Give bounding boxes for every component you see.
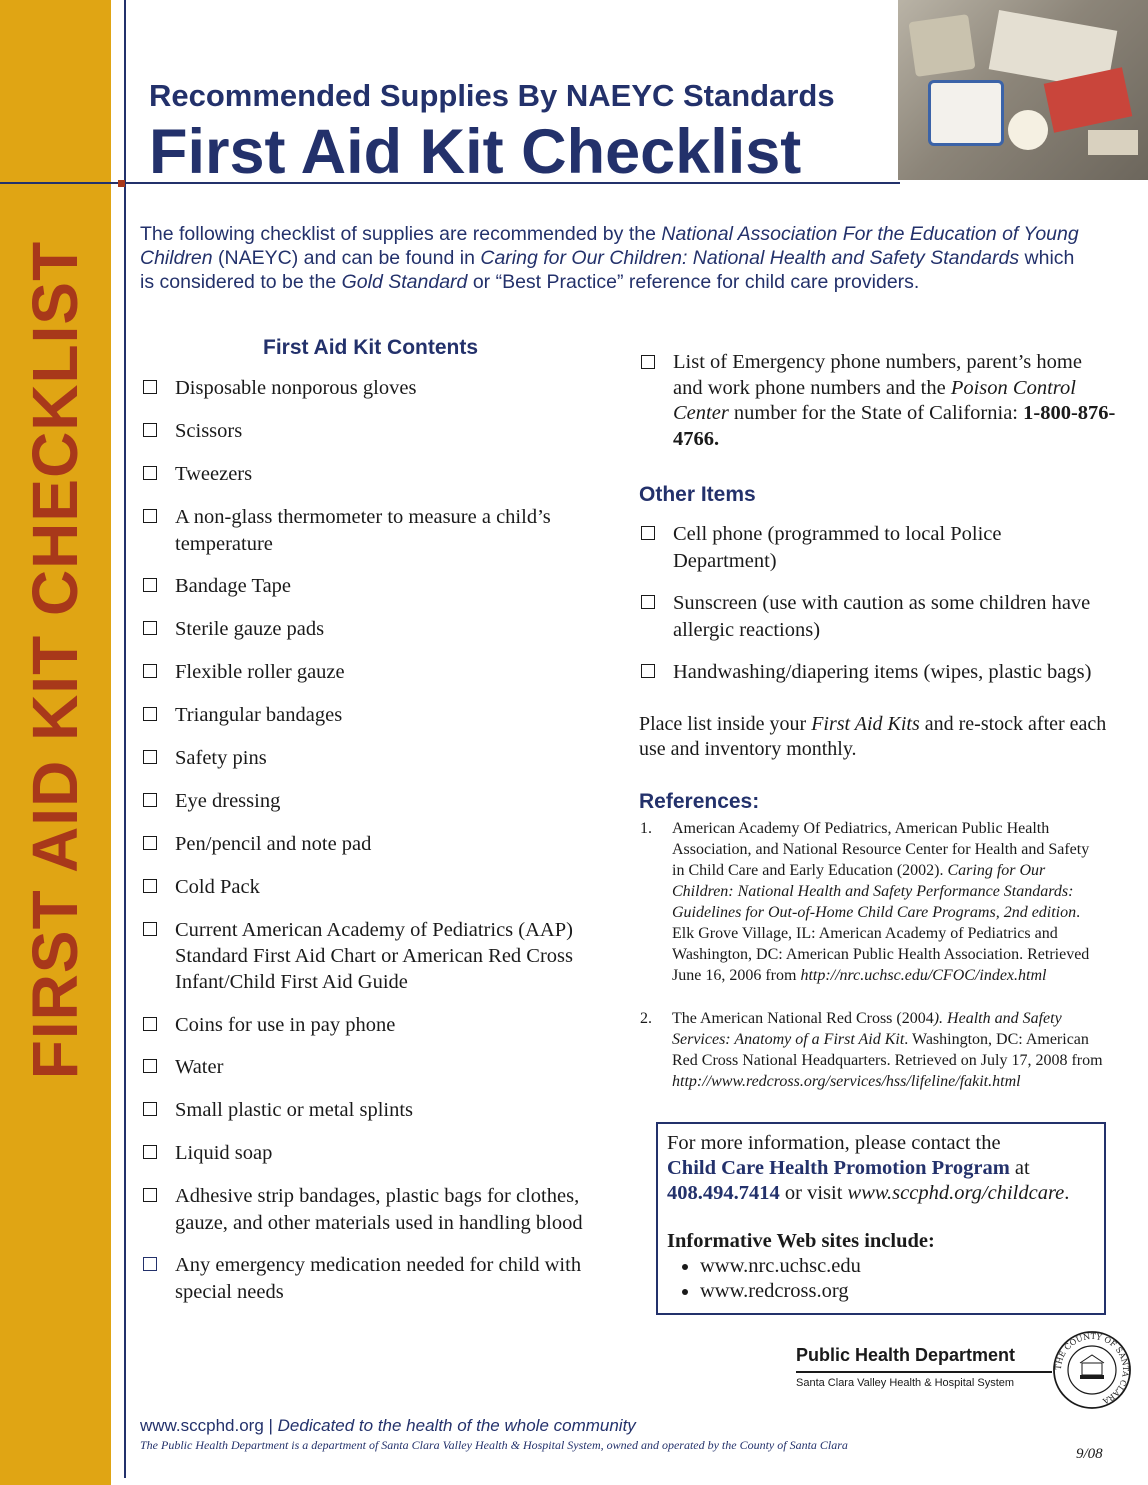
- reference-item: 2. The American National Red Cross (2004). Health and Safety Services: Anatomy of a First Aid Kit. Washington, DC: American Red Cross National Headquarters. Retrieved on July 17, 2008 from http://www.redcross.org/services/hss/lifeline/fakit.html: [640, 1010, 1103, 1090]
- checkbox-icon[interactable]: [143, 707, 157, 721]
- checklist-item[interactable]: Handwashing/diapering items (wipes, plastic bags): [641, 659, 1141, 686]
- checklist-item[interactable]: Adhesive strip bandages, plastic bags for clothes, gauze, and other materials used in handling blood: [143, 1183, 618, 1237]
- rule-marker: [118, 180, 125, 187]
- contents-heading: First Aid Kit Contents: [263, 336, 479, 359]
- page-subtitle: Recommended Supplies By NAEYC Standards: [149, 78, 835, 113]
- intro-paragraph: The following checklist of supplies are recommended by the National Association For the Education of Young Children (NAEYC) and can be found in Caring for Our Children: National Health and Safety Standards which is considered to be the Gold Standard or “Best Practice” reference for child care providers.: [140, 223, 1079, 293]
- checklist-item[interactable]: Tweezers: [143, 461, 613, 488]
- reference-link[interactable]: http://www.redcross.org/services/hss/lifeline/fakit.html: [672, 1073, 1021, 1090]
- reference-link[interactable]: http://nrc.uchsc.edu/CFOC/index.html: [800, 967, 1047, 984]
- checklist-item[interactable]: Sunscreen (use with caution as some children have allergic reactions): [641, 590, 1116, 644]
- reference-item: 1. American Academy Of Pediatrics, American Public Health Association, and National Resource Center for Health and Safety in Child Care and Early Education (2002). Caring for Our Children: National Health and Safety Performance Standards: Guidelines for Out-of-Home Child Care Programs, 2nd edition. Elk Grove Village, IL: American Academy of Pediatrics and Washington, DC: American Public Health Association. Retrieved June 16, 2006 from http://nrc.uchsc.edu/CFOC/index.html: [640, 820, 1090, 984]
- web-site-link[interactable]: • www.redcross.org: [700, 1279, 1095, 1304]
- side-banner: [0, 0, 111, 1485]
- other-items-heading: Other Items: [639, 483, 756, 506]
- restock-note: Place list inside your First Aid Kits and re-stock after each use and inventory monthly.: [639, 713, 1107, 760]
- checklist-item[interactable]: Small plastic or metal splints: [143, 1097, 613, 1124]
- checkbox-icon[interactable]: [143, 836, 157, 850]
- checklist-item[interactable]: Sterile gauze pads: [143, 616, 613, 643]
- first-aid-kit-photo: [898, 0, 1148, 180]
- checkbox-icon[interactable]: [143, 1059, 157, 1073]
- checklist-item[interactable]: Flexible roller gauze: [143, 659, 613, 686]
- vertical-rule: [124, 0, 126, 1478]
- contact-box: For more information, please contact the Child Care Health Promotion Program at 408.494.7414 or visit www.sccphd.org/childcare. Informative Web sites include: • www.nrc.uchsc.edu • www.redcross.org: [656, 1122, 1106, 1315]
- checkbox-icon[interactable]: [143, 922, 157, 936]
- checkbox-icon[interactable]: [641, 526, 655, 540]
- checklist-item[interactable]: Water: [143, 1054, 613, 1081]
- checklist-item[interactable]: Bandage Tape: [143, 573, 613, 600]
- side-banner-text: FIRST AID KIT CHECKLIST: [19, 240, 91, 1080]
- checkbox-icon[interactable]: [143, 879, 157, 893]
- checkbox-icon[interactable]: [143, 1257, 157, 1271]
- checkbox-icon[interactable]: [143, 1188, 157, 1202]
- contact-phone[interactable]: 408.494.7414: [667, 1182, 780, 1204]
- checkbox-icon[interactable]: [143, 1102, 157, 1116]
- checklist-item[interactable]: Cold Pack: [143, 874, 613, 901]
- checklist-item[interactable]: Eye dressing: [143, 788, 613, 815]
- checkbox-icon[interactable]: [641, 595, 655, 609]
- web-sites-list: [667, 1254, 1095, 1304]
- checklist-item[interactable]: Pen/pencil and note pad: [143, 831, 613, 858]
- checklist-item[interactable]: Coins for use in pay phone: [143, 1012, 613, 1039]
- checkbox-icon[interactable]: [143, 664, 157, 678]
- checkbox-icon[interactable]: [143, 750, 157, 764]
- svg-text:THE COUNTY OF SANTA CLARA: THE COUNTY OF SANTA CLARA: [1053, 1331, 1131, 1406]
- checklist-item[interactable]: Scissors: [143, 418, 613, 445]
- checklist-item[interactable]: Current American Academy of Pediatrics (AAP) Standard First Aid Chart or American Red Cross Infant/Child First Aid Guide: [143, 917, 611, 995]
- checklist-item[interactable]: Disposable nonporous gloves: [143, 375, 613, 402]
- checklist-item[interactable]: Safety pins: [143, 745, 613, 772]
- checkbox-icon[interactable]: [143, 578, 157, 592]
- web-sites-heading: Informative Web sites include:: [667, 1230, 935, 1252]
- revision-date: 9/08: [1076, 1446, 1103, 1462]
- footer-note: The Public Health Department is a department of Santa Clara Valley Health & Hospital System, owned and operated by the County of Santa Clara: [140, 1438, 848, 1452]
- public-health-logo: Public Health Department Santa Clara Valley Health & Hospital System: [796, 1345, 1052, 1389]
- checkbox-icon[interactable]: [143, 1017, 157, 1031]
- checkbox-icon[interactable]: [143, 1145, 157, 1159]
- checklist-item[interactable]: Any emergency medication needed for child with special needs: [143, 1252, 618, 1306]
- checklist-item[interactable]: Liquid soap: [143, 1140, 613, 1167]
- checkbox-icon[interactable]: [143, 380, 157, 394]
- checkbox-icon[interactable]: [143, 509, 157, 523]
- checkbox-icon[interactable]: [641, 355, 655, 369]
- checkbox-icon[interactable]: [143, 466, 157, 480]
- checkbox-icon[interactable]: [143, 621, 157, 635]
- county-seal-icon: [1052, 1330, 1132, 1410]
- contact-site-link[interactable]: www.sccphd.org/childcare: [847, 1182, 1065, 1204]
- checklist-item-emergency-numbers[interactable]: List of Emergency phone numbers, parent’s home and work phone numbers and the Poison Control Center number for the State of California: 1-800-876-4766.: [641, 350, 1116, 452]
- footer-tagline: www.sccphd.org | Dedicated to the health of the whole community: [140, 1416, 636, 1435]
- footer-url-link[interactable]: www.sccphd.org: [140, 1416, 264, 1435]
- web-site-link[interactable]: • www.nrc.uchsc.edu: [700, 1254, 1095, 1279]
- checklist-item[interactable]: Triangular bandages: [143, 702, 613, 729]
- page-title: First Aid Kit Checklist: [149, 117, 802, 187]
- checkbox-icon[interactable]: [143, 423, 157, 437]
- checkbox-icon[interactable]: [143, 793, 157, 807]
- checkbox-icon[interactable]: [641, 664, 655, 678]
- checklist-item[interactable]: A non-glass thermometer to measure a child’s temperature: [143, 504, 583, 558]
- checklist-item[interactable]: Cell phone (programmed to local Police Department): [641, 521, 1101, 575]
- program-name: Child Care Health Promotion Program: [667, 1157, 1010, 1179]
- references-heading: References:: [639, 790, 760, 813]
